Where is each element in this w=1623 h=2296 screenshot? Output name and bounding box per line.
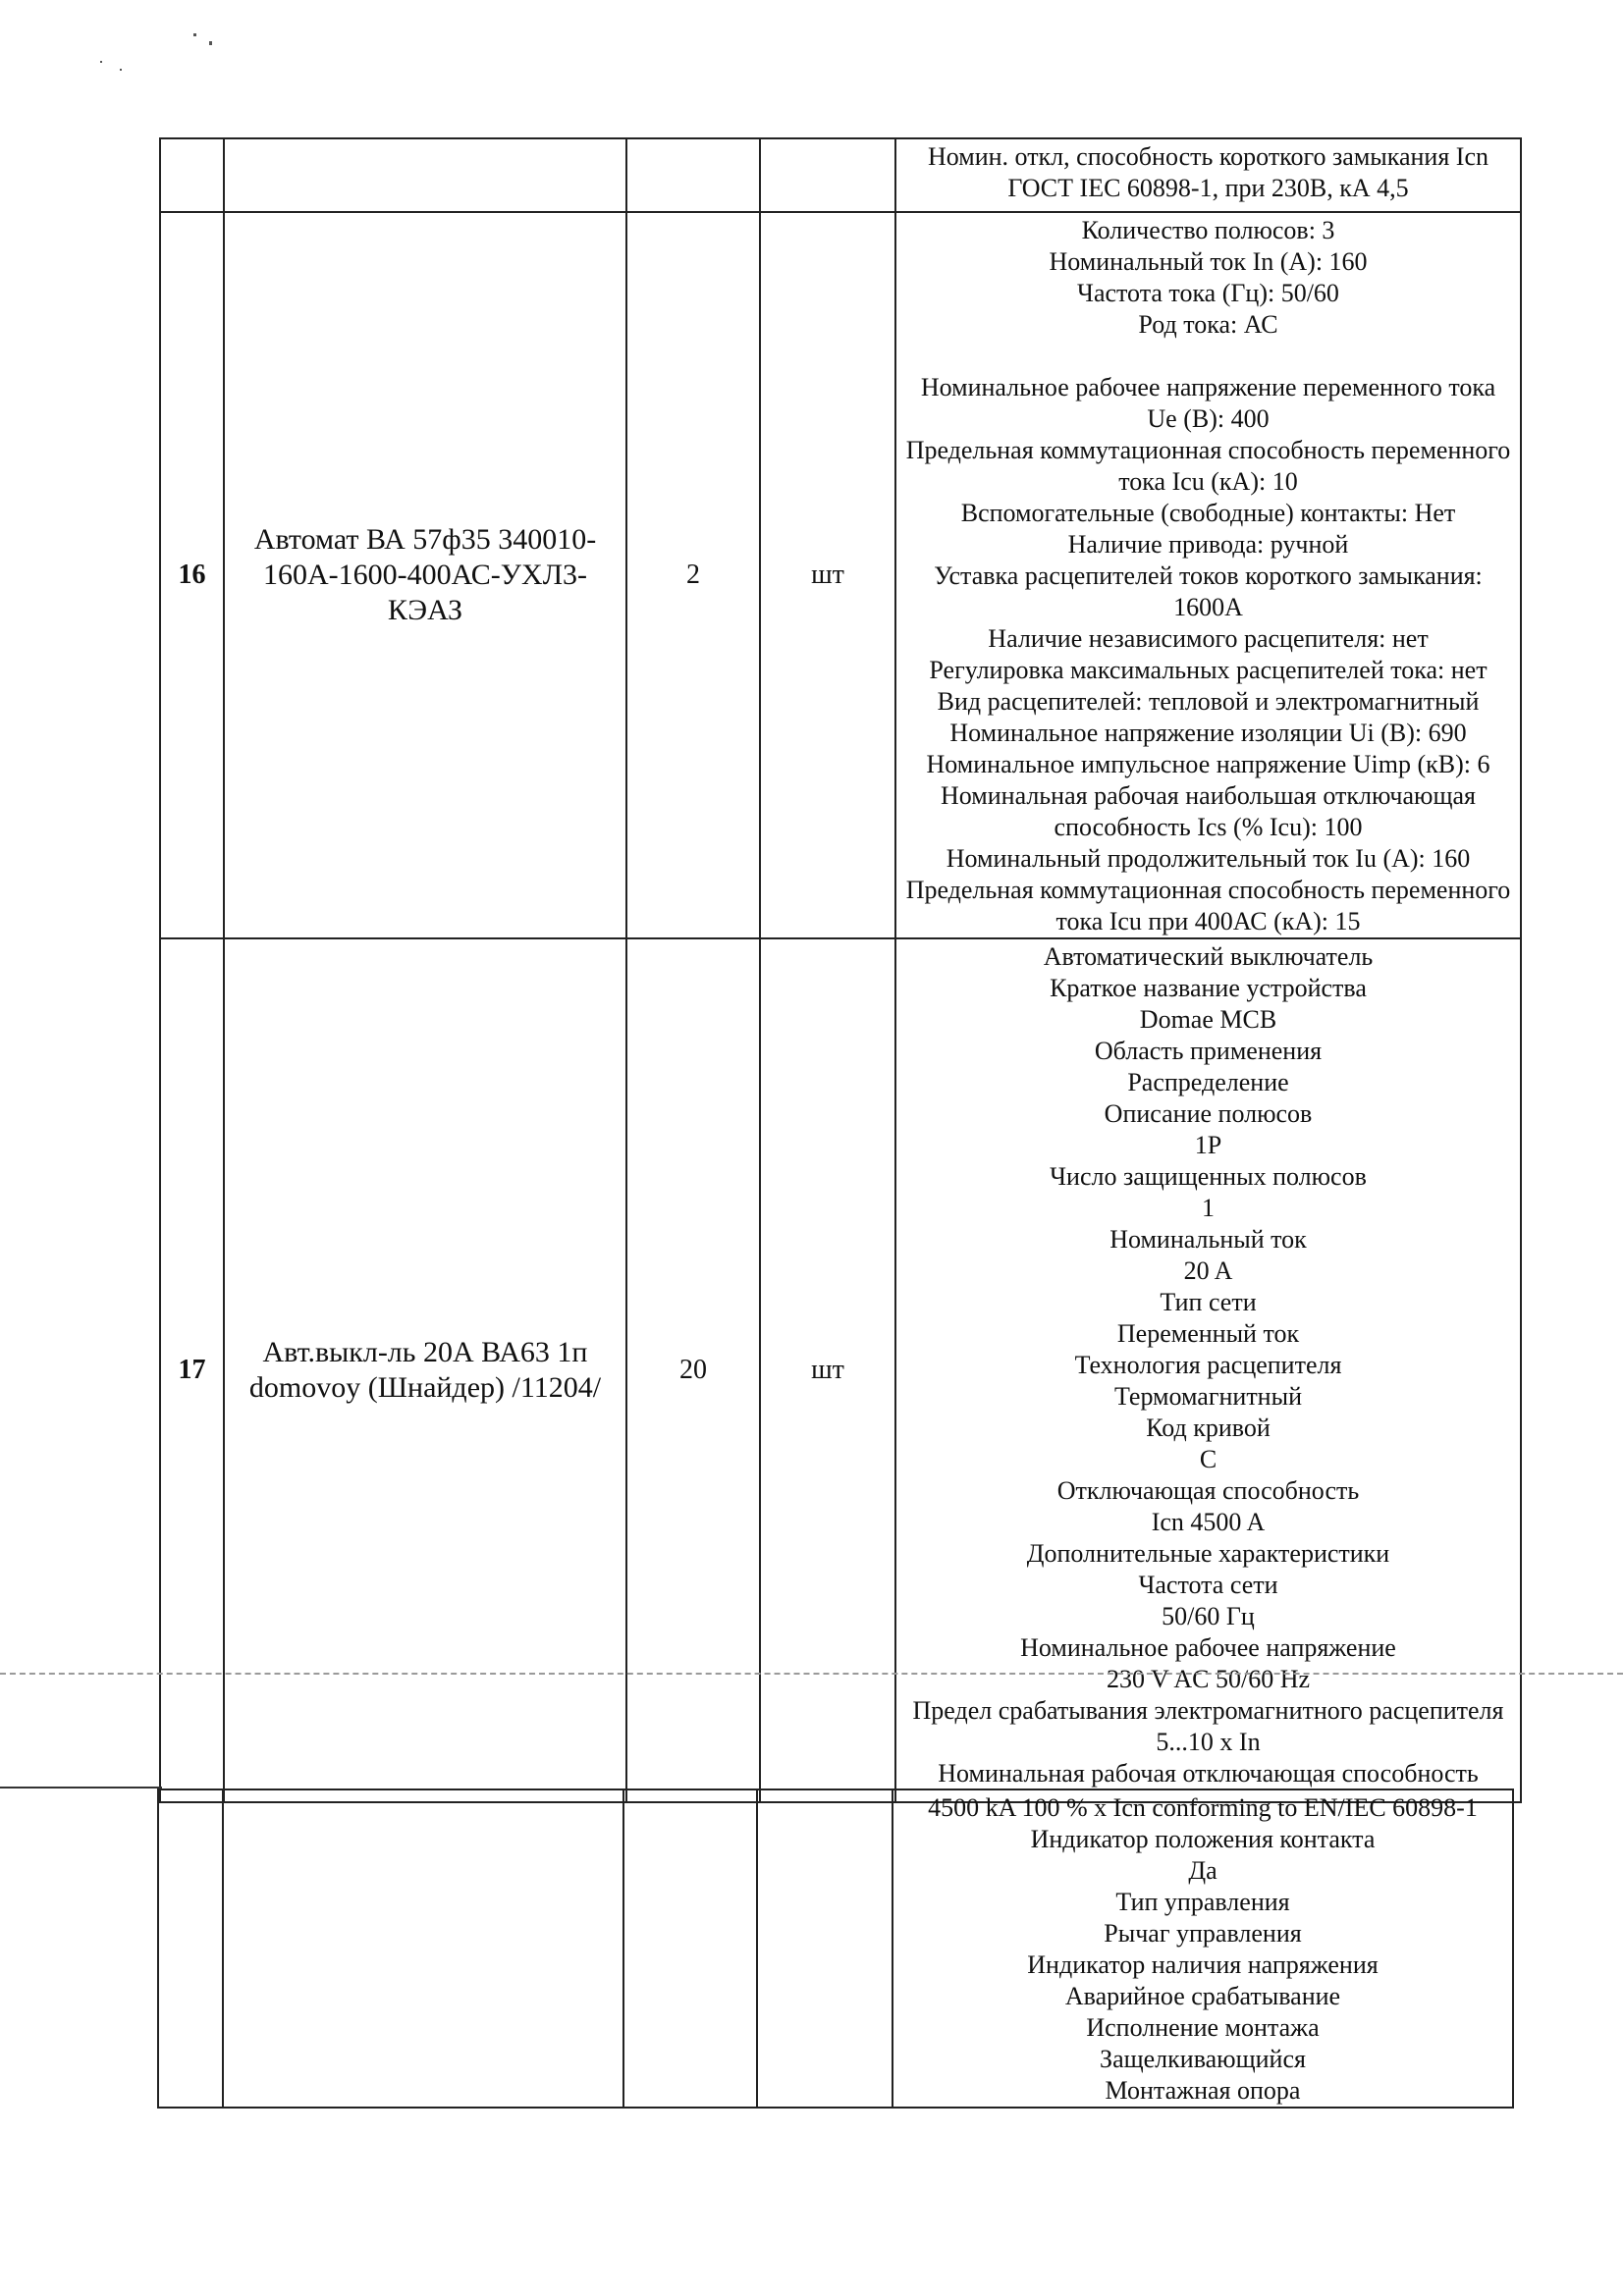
spec-line: Аварийное срабатывание [1064, 1982, 1341, 2010]
spec-line: Номинальное рабочее напряжение [1020, 1633, 1396, 1662]
spec-line: способность Ics (% Icu): 100 [1054, 813, 1363, 841]
item-name [224, 138, 626, 212]
spec-line: Номинальный ток In (А): 160 [1049, 247, 1368, 276]
spec-line: Количество полюсов: 3 [1081, 216, 1335, 244]
item-unit [760, 138, 895, 212]
spec-line: тока Icu (кА): 10 [1118, 467, 1298, 496]
row-number [160, 138, 224, 212]
scan-speck [209, 41, 212, 45]
spec-line: Номинальный ток [1109, 1225, 1307, 1254]
item-specs [893, 1789, 1513, 2108]
spec-line: Термомагнитный [1114, 1382, 1302, 1411]
spec-line: Описание полюсов [1104, 1099, 1313, 1128]
spec-line: Монтажная опора [1105, 2076, 1301, 2105]
spec-line: Domae MCB [1139, 1005, 1277, 1034]
spec-line: Частота тока (Гц): 50/60 [1077, 279, 1339, 307]
table-row [158, 1789, 1513, 2108]
scan-artifact-line [0, 1673, 1623, 1675]
spec-line: Отключающая способность [1056, 1476, 1360, 1505]
scan-speck [120, 69, 122, 71]
item-name-line: КЭАЗ [387, 594, 463, 626]
spec-line: Тип управления [1115, 1888, 1290, 1916]
spec-line: Переменный ток [1116, 1319, 1300, 1348]
spec-line: Исполнение монтажа [1086, 2013, 1320, 2042]
spec-line: Icn 4500 A [1151, 1508, 1266, 1536]
spec-line: Номинальный продолжительный ток Iu (А): 160 [946, 844, 1471, 873]
item-unit: шт [760, 938, 895, 1802]
spec-line: 20 A [1183, 1256, 1233, 1285]
spec-line: Индикатор положения контакта [1030, 1825, 1376, 1853]
scan-speck [193, 33, 196, 36]
spec-line: 1P [1194, 1131, 1222, 1159]
spec-line: Предельная коммутационная способность переменного [905, 876, 1511, 904]
spec-line: Номинальная рабочая отключающая способность [938, 1759, 1479, 1788]
row-number [158, 1789, 223, 2108]
spec-line: Вспомогательные (свободные) контакты: Нет [960, 499, 1456, 527]
item-quantity [626, 138, 760, 212]
spec-line: Область применения [1094, 1037, 1323, 1065]
spec-line: Ue (В): 400 [1147, 404, 1270, 433]
spec-line: Номин. откл, способность короткого замыкания Icn [927, 142, 1489, 171]
spec-line: Частота сети [1138, 1571, 1278, 1599]
item-name-line: 160А-1600-400АС-УХЛ3- [262, 559, 588, 591]
spec-line: Распределение [1127, 1068, 1289, 1096]
spec-line: ГОСТ IEC 60898-1, при 230В, кА 4,5 [1007, 174, 1409, 202]
spec-line: 1 [1202, 1194, 1215, 1222]
spec-line: тока Icu при 400АС (кА): 15 [1055, 907, 1361, 935]
spec-line: Технология расцепителя [1074, 1351, 1342, 1379]
spec-line: Автоматический выключатель [1043, 942, 1374, 971]
item-specs [895, 138, 1521, 212]
spec-line: Уставка расцепителей токов короткого замыкания: [934, 561, 1483, 590]
item-name [224, 212, 626, 938]
item-name-line: Автомат ВА 57ф35 340010- [253, 523, 597, 556]
row-number: 16 [160, 212, 224, 938]
spec-line: 4500 kA 100 % x Icn conforming to EN/IEC 60898-1 [928, 1793, 1478, 1822]
spec-line: Число защищенных полюсов [1050, 1162, 1367, 1191]
item-name-line: Авт.выкл-ль 20А ВА63 1п [262, 1336, 588, 1368]
specification-table [159, 137, 1522, 1803]
spec-line: Дополнительные характеристики [1026, 1539, 1390, 1568]
spec-line: 230 V AC 50/60 Hz [1106, 1665, 1311, 1693]
item-specs [895, 212, 1521, 938]
spec-line: Номинальная рабочая наибольшая отключающая [941, 781, 1476, 810]
spec-line: Предельная коммутационная способность переменного [905, 436, 1511, 464]
spec-line: 5...10 x In [1156, 1728, 1261, 1756]
item-unit [757, 1789, 893, 2108]
spec-line: Тип сети [1160, 1288, 1257, 1316]
item-unit: шт [760, 212, 895, 938]
spec-line: Да [1188, 1856, 1217, 1885]
spec-line: Род тока: АС [1138, 310, 1278, 339]
spec-line: Номинальное напряжение изоляции Ui (В): 690 [949, 719, 1467, 747]
page-cut-line [0, 1787, 162, 1789]
spec-line [900, 341, 1516, 372]
spec-line: 50/60 Гц [1162, 1602, 1255, 1630]
spec-line: Номинальное импульсное напряжение Uimp (кВ): 6 [926, 750, 1490, 778]
row-number: 17 [160, 938, 224, 1802]
spec-line: Наличие независимого расцепителя: нет [988, 624, 1429, 653]
scan-speck [100, 61, 102, 63]
spec-line: 1600А [1173, 593, 1243, 621]
spec-line: Номинальное рабочее напряжение переменного тока [920, 373, 1496, 401]
spec-line: Предел срабатывания электромагнитного расцепителя [912, 1696, 1504, 1725]
spec-line: Рычаг управления [1104, 1919, 1302, 1948]
table-row [160, 212, 1521, 938]
spec-line: Код кривой [1146, 1414, 1271, 1442]
item-quantity: 20 [626, 938, 760, 1802]
table-row [160, 138, 1521, 212]
spec-line: Вид расцепителей: тепловой и электромагнитный [937, 687, 1480, 716]
spec-line: C [1199, 1445, 1217, 1473]
spec-line: Регулировка максимальных расцепителей тока: нет [929, 656, 1488, 684]
item-quantity: 2 [626, 212, 760, 938]
item-name-line: domovoy (Шнайдер) /11204/ [248, 1371, 602, 1404]
item-name [223, 1789, 623, 2108]
spec-line: Наличие привода: ручной [1067, 530, 1349, 559]
spec-line: Краткое название устройства [1050, 974, 1367, 1002]
specification-table-continuation [157, 1789, 1514, 2109]
spec-line: Индикатор наличия напряжения [1027, 1950, 1379, 1979]
spec-line: Защелкивающийся [1100, 2045, 1306, 2073]
item-quantity [623, 1789, 757, 2108]
